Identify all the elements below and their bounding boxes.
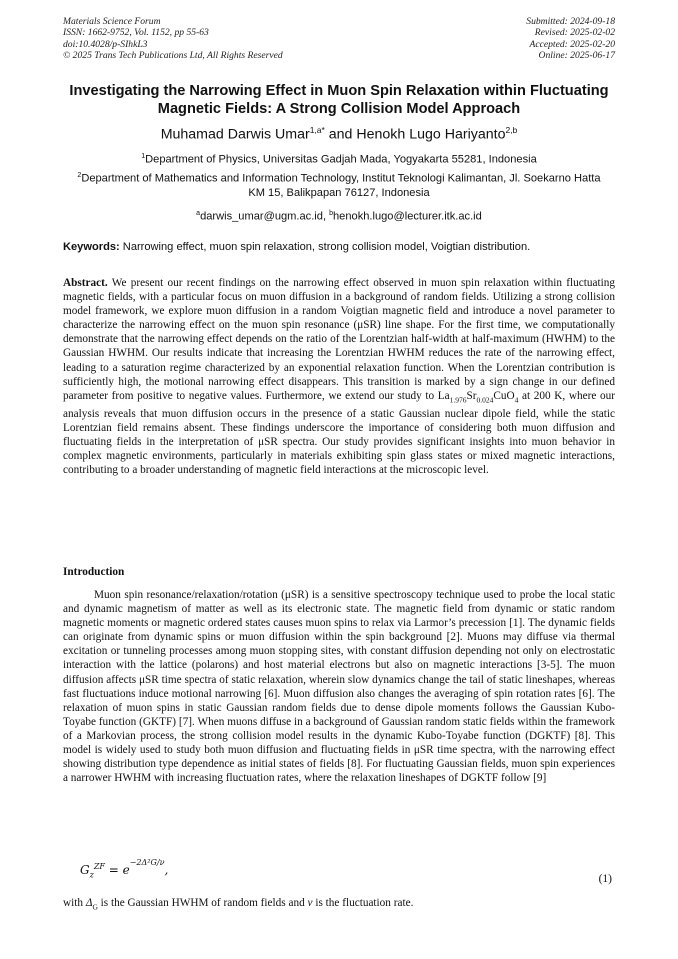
equation-explanation — [63, 897, 615, 911]
affiliation-1 — [70, 150, 608, 167]
journal-copyright: © 2025 Trans Tech Publications Ltd, All Rights Reserved — [63, 50, 283, 62]
abstract — [63, 276, 615, 478]
affiliation-2 — [70, 169, 608, 200]
affiliation-2-text: Department of Mathematics and Information Technology, Institut Teknologi Kalimantan, Jl. Soekarno Hatta KM 15, Balikpapan 76127, Indonesia — [81, 172, 601, 199]
keywords-text: Narrowing effect, muon spin relaxation, strong collision model, Voigtian distribution. — [119, 241, 531, 253]
equation-1 — [80, 858, 169, 880]
keywords — [63, 240, 623, 254]
submitted-date: Submitted: 2024-09-18 — [526, 16, 615, 27]
formula-sub-1: 1.976 — [449, 395, 467, 404]
explanation-text-3: is the fluctuation rate. — [312, 897, 414, 909]
paper-title: Investigating the Narrowing Effect in Muon Spin Relaxation within Fluctuating Magnetic Fields: A Strong Collision Model Approach — [69, 83, 609, 117]
submission-dates — [526, 16, 615, 62]
equation-equals: = e — [104, 863, 130, 877]
equation-exponent: −2Δ²G/ν — [129, 858, 165, 867]
affiliation-2-mark: 2 — [77, 172, 82, 179]
journal-doi: doi:10.4028/p-SIhkL3 — [63, 38, 148, 50]
equation-trailing: , — [164, 863, 169, 877]
abstract-text-2: Sr — [466, 389, 477, 402]
formula-sub-2: 0.024 — [476, 395, 494, 404]
abstract-label: Abstract. — [63, 277, 108, 289]
formula-sub-3: 4 — [514, 395, 519, 404]
email-b-mark: b — [329, 210, 334, 217]
email-a[interactable]: darwis_umar@ugm.ac.id, — [200, 210, 330, 223]
abstract-text-4: at 200 K, where our analysis reveals that muon diffusion occurs in the presence of a static Gaussian nuclear dipole field, while the static Lorentzian field remains absent. These findings underscore the importance of considering both muon diffusion and fluctuating fields in the interpretation of μSR spectra. Our study provides significant insights into muon behavior in complex magnetic environments, particularly in materials exhibiting spin glass states or mixed magnetic interactions, contributing to a broader understanding of magnetic field interactions at the microscopic level. — [63, 389, 615, 477]
revised-date: Revised: 2025-02-02 — [534, 27, 615, 39]
journal-name: Materials Science Forum — [63, 16, 161, 27]
journal-issn: ISSN: 1662-9752, Vol. 1152, pp 55-63 — [63, 27, 209, 39]
keywords-label: Keywords: — [63, 241, 120, 253]
explanation-text-2: is the Gaussian HWHM of random fields and — [97, 897, 308, 909]
affiliation-1-mark: 1 — [141, 153, 146, 160]
affiliation-1-text: Department of Physics, Universitas Gadjah Mada, Yogyakarta 55281, Indonesia — [145, 153, 537, 166]
accepted-date: Accepted: 2025-02-20 — [529, 38, 615, 50]
equation-lhs — [80, 862, 105, 880]
author-2: Henokh Lugo Hariyanto — [356, 126, 506, 143]
delta-subscript: G — [92, 902, 98, 912]
author-2-affil: 2,b — [505, 125, 518, 135]
online-date: Online: 2025-06-17 — [538, 50, 615, 62]
abstract-text-3: CuO — [493, 389, 515, 402]
author-1-affil: 1,a* — [309, 125, 325, 135]
equation-lhs-sup: ZF — [93, 862, 105, 871]
email-a-mark: a — [196, 210, 201, 217]
author-1: Muhamad Darwis Umar — [160, 126, 310, 143]
introduction-paragraph: Muon spin resonance/relaxation/rotation (μSR) is a sensitive spectroscopy technique used to probe the local static and dynamic magnetism of matter as well as its electronic state. The magnetic field from dynamic or static random magnetic moments or magnetic ordered states causes muon spins to relax via Larmor’s precession [1]. The dynamic fields can originate from dynamic spins or muon diffusion within the spin background [2]. Muons may diffuse via thermal excitation or tunneling processes among muon stopping sites, with constant diffusion depending not only on electrostatic interaction with the lattice (polarons) and host material electrons but also on magnetic interactions [3-5]. The muon diffusion affects μSR time spectra of static relaxation, wherein slow dynamics change the tail of static lineshapes, whereas fast fluctuations induce motional narrowing [6]. Muon diffusion also changes the averaging of spin rotation rates [6]. The relaxation of muon spins in static Gaussian random fields due to dense dipole moments follows the Gaussian Kubo-Toyabe function (GKTF) [7]. When muons diffuse in a background of Gaussian random static fields within the framework of a Markovian process, the strong collision model results in the dynamic Kubo-Toyabe function (DGKTF) [8]. This model is widely used to study both muon diffusion and fluctuating fields in μSR time spectra, with the narrowing effect showing distribution type dependence as initial states of fields [8]. For fluctuating Gaussian fields, muon spin experiences a narrower HWHM with increasing fluctuation rates, where the relaxation lineshapes of DGKTF follow [9] — [63, 589, 615, 785]
explanation-text-1: with — [63, 897, 86, 909]
author-line — [40, 121, 638, 144]
email-b[interactable]: henokh.lugo@lecturer.itk.ac.id — [333, 210, 482, 223]
author-conjunction: and — [324, 126, 357, 143]
abstract-text-1: We present our recent findings on the narrowing effect observed in muon spin relaxation within fluctuating magnetic fields, with a particular focus on muon diffusion in a background of random fields. Utilizing a strong collision model framework, we explore muon diffusion in a random Voigtian magnetic field and introduce a novel parameter to characterize the narrowing effect on the muon spin resonance (μSR) line shape. For the first time, we computationally demonstrate that the narrowing effect depends on the ratio of the Lorentzian half-width at half-maximum (HWHM) to the Gaussian HWHM. Our results indicate that increasing the Lorentzian HWHM reduces the rate of the narrowing effect, leading to a saturation regime characterized by an exponential relaxation function. When the Lorentzian contribution is sufficiently high, the motional narrowing effect disappears. This transition is marked by a sign change in our defined parameter from positive to negative values. Furthermore, we extend our study to La — [63, 277, 615, 402]
journal-info — [63, 16, 283, 62]
equation-lhs-symbol: G — [80, 863, 90, 877]
equation-lhs-sub: z — [89, 870, 94, 880]
delta-symbol: Δ — [85, 897, 93, 909]
nu-symbol: ν — [307, 897, 313, 909]
introduction-heading: Introduction — [63, 566, 125, 578]
author-emails — [70, 207, 608, 224]
equation-number: (1) — [598, 873, 612, 885]
